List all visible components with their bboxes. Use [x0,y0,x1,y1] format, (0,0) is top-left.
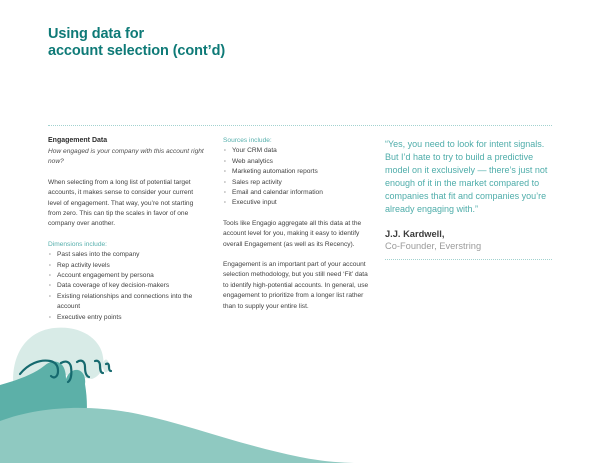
quote-separator [385,259,552,260]
top-separator [48,125,552,126]
page-title-line1: Using data for [48,26,145,42]
list-item: · Web analytics [223,157,375,167]
quote-author: J.J. Kardwell, [385,229,445,239]
dimensions-label: Dimensions include: [48,240,108,248]
wave-swell-shape [0,408,360,463]
section-heading: Engagement Data [48,137,108,144]
sources-list [223,146,375,208]
list-item: · Data coverage of key decision-makers [48,281,206,291]
list-item: · Your CRM data [223,146,375,156]
wave-crest-shape [13,328,103,392]
wave-droplet [103,360,109,373]
sources-label: Sources include: [223,137,272,144]
dimensions-list [48,250,206,323]
wave-droplet [93,358,102,375]
section-subheading: How engaged is your company with this account right now? [48,148,204,166]
column-sources [223,136,375,322]
list-item: · Past sales into the company [48,250,206,260]
engagement-paragraph: When selecting from a long list of potential target accounts, it makes sense to consider your current level of engagement. That way, you’re not starting from zero. This can tip the scales in favor of one company over another. [48,178,194,228]
list-item: · Rep activity levels [48,261,206,271]
wave-curl-lines [20,361,111,382]
list-item: · Executive input [223,198,375,208]
methodology-paragraph: Engagement is an important part of your account selection methodology, but you still need ‘Fit’ data to identify high-potential accounts. In general, use engagement to prioritize from a longer list rather than to supply your entire list. [223,261,369,310]
tools-paragraph: Tools like Engagio aggregate all this data at the account level for you, making it easy to identify overall Engagement (as well as its Recency). [223,219,362,248]
list-item: · Executive entry points [48,313,206,323]
list-item: · Marketing automation reports [223,167,375,177]
list-item: · Email and calendar information [223,188,375,198]
quote-text: “Yes, you need to look for intent signals. But I’d hate to try to build a predictive model on it exclusively — there’s just not enough of it in the market compared to companies that fit and companies you’re already engaging with.” [385,139,548,214]
content-columns [48,136,552,333]
pull-quote [385,136,552,260]
list-item: · Sales rep activity [223,178,375,188]
wave-body-shape [0,362,87,463]
column-engagement-data [48,136,206,333]
list-item: · Existing relationships and connections into the account [48,292,206,313]
page-title [48,26,225,59]
page-title-line2: account selection (cont’d) [48,42,226,59]
list-item: · Account engagement by persona [48,271,206,281]
quote-role: Co-Founder, Everstring [385,241,482,251]
